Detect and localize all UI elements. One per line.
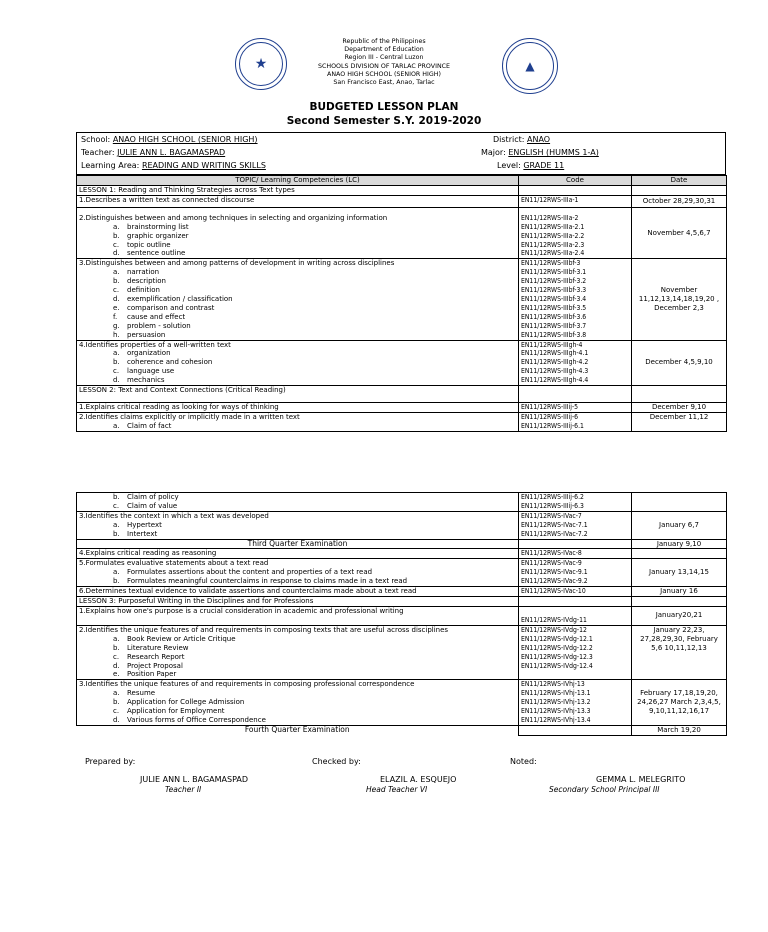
- code-cell: EN11/12RWS-IVac-10: [519, 587, 632, 597]
- noted-title: Secondary School Principal III: [549, 785, 660, 794]
- competency: b. Claim of policy c. Claim of value: [77, 493, 519, 512]
- sub-item: a. brainstorming list: [113, 222, 189, 231]
- sub-item: c. topic outline: [113, 240, 171, 249]
- code-cell: EN11/12RWS-IVdg-12 EN11/12RWS-IVdg-12.1 EN11/12RWS-IVdg-12.2 EN11/12RWS-IVdg-12.3 EN11/12RWS-IVdg-12.4: [519, 625, 632, 679]
- table-row: [77, 340, 727, 386]
- table-row: [77, 412, 727, 431]
- date-cell: February 17,18,19,20, 24,26,27 March 2,3,4,5, 9,10,11,12,16,17: [632, 680, 727, 726]
- code-cell: EN11/12RWS-IIIa-2 EN11/12RWS-IIIa-2.1 EN11/12RWS-IIIa-2.2 EN11/12RWS-IIIa-2.3 EN11/12RWS-IIIa-2.4: [519, 207, 632, 259]
- seal-center: ▲: [525, 59, 535, 73]
- competency: 1.Describes a written text as connected discourse: [77, 195, 519, 207]
- lesson-table-2: [76, 492, 727, 736]
- title: BUDGETED LESSON PLAN: [309, 101, 459, 113]
- code-cell: EN11/12RWS-IIIbf-3 EN11/12RWS-IIIbf-3.1 EN11/12RWS-IIIbf-3.2 EN11/12RWS-IIIbf-3.3 EN11/12RWS-IIIbf-3.4 EN11/12RWS-IIIbf-3.5 EN11/12RWS-IIIbf-3.6 EN11/12RWS-IIIbf-3.7 EN11/12RWS-IIIbf-3.8: [519, 259, 632, 340]
- code-cell: EN11/12RWS-IIIij-5: [519, 403, 632, 413]
- date-cell: January 16: [632, 587, 727, 597]
- document-title: [0, 100, 768, 128]
- table-row: [77, 606, 727, 625]
- competency: 5.Formulates evaluative statements about a text read a. Formulates assertions about the content and properties of a text read b. Formulates meaningful counterclaims in response to claims made in a text read: [77, 559, 519, 587]
- noted-name: GEMMA L. MELEGRITO: [596, 775, 686, 784]
- lesson-heading: LESSON 2: Text and Context Connections (Critical Reading): [77, 386, 519, 403]
- lesson-heading: LESSON 1: Reading and Thinking Strategies across Text types: [77, 185, 519, 195]
- date-cell: November 11,12,13,14,18,19,20 , December 2,3: [632, 259, 727, 340]
- lesson-table-1: [76, 175, 727, 432]
- table-row: [77, 403, 727, 413]
- letterhead: [0, 38, 768, 87]
- code-cell: EN11/12RWS-IVac-7 EN11/12RWS-IVac-7.1 EN11/12RWS-IVac-7.2: [519, 511, 632, 539]
- prepared-name: JULIE ANN L. BAGAMASPAD: [140, 775, 249, 784]
- table-row: [77, 511, 727, 539]
- teacher-row: Teacher: JULIE ANN L. BAGAMASPAD: [81, 148, 226, 157]
- table-row: [77, 596, 727, 606]
- table-row: [77, 195, 727, 207]
- competency: 1.Explains how one's purpose is a crucial consideration in academic and professional writing: [77, 606, 519, 625]
- letterhead-line: ANAO HIGH SCHOOL (SENIOR HIGH): [327, 70, 441, 78]
- table-row: [77, 539, 727, 549]
- letterhead-line: Republic of the Philippines: [342, 38, 426, 45]
- competency: 4.Explains critical reading as reasoning: [77, 549, 519, 559]
- sub-item: b. graphic organizer: [113, 231, 189, 240]
- sub-item: d. sentence outline: [113, 249, 186, 258]
- date-cell: March 19,20: [632, 725, 727, 735]
- table-row: [77, 549, 727, 559]
- info-box: [76, 132, 726, 175]
- letterhead-line: Region III - Central Luzon: [344, 54, 424, 62]
- code-cell: EN11/12RWS-IIIij-6 EN11/12RWS-IIIij-6.1: [519, 412, 632, 431]
- table-row: [77, 587, 727, 597]
- competency: [77, 207, 519, 259]
- checked-label: Checked by:: [312, 757, 361, 766]
- school-row: School: ANAO HIGH SCHOOL (SENIOR HIGH): [81, 135, 258, 144]
- subtitle: Second Semester S.Y. 2019-2020: [286, 115, 482, 127]
- table-row: [77, 185, 727, 195]
- letterhead-line: SCHOOLS DIVISION OF TARLAC PROVINCE: [317, 62, 451, 70]
- table-row: [77, 207, 727, 259]
- code-cell: EN11/12RWS-IVhj-13 EN11/12RWS-IVhj-13.1 EN11/12RWS-IVhj-13.2 EN11/12RWS-IVhj-13.3 EN11/12RWS-IVhj-13.4: [519, 680, 632, 726]
- code-cell: EN11/12RWS-IVac-9 EN11/12RWS-IVac-9.1 EN11/12RWS-IVac-9.2: [519, 559, 632, 587]
- seal-center: ★: [254, 56, 268, 72]
- col-topic: TOPIC/ Learning Competencies (LC): [77, 176, 519, 186]
- date-cell: January 22,23, 27,28,29,30, February 5,6 10,11,12,13: [632, 625, 727, 679]
- code-cell: EN11/12RWS-IIIij-6.2 EN11/12RWS-IIIij-6.3: [519, 493, 632, 512]
- date-cell: January 13,14,15: [632, 559, 727, 587]
- major-row: Major: ENGLISH (HUMMS 1-A): [481, 148, 599, 157]
- date-cell: October 28,29,30,31: [632, 195, 727, 207]
- letterhead-line: San Francisco East, Anao, Tarlac: [333, 79, 435, 87]
- table-row: [77, 725, 727, 735]
- date-cell: December 9,10: [632, 403, 727, 413]
- table-row: [77, 493, 727, 512]
- table-row: [77, 680, 727, 726]
- letterhead-line: Department of Education: [344, 46, 424, 54]
- date-cell: January20,21: [632, 606, 727, 625]
- date-cell: November 4,5,6,7: [632, 207, 727, 259]
- noted-label: Noted:: [510, 757, 537, 766]
- exam-row: Third Quarter Examination: [77, 539, 519, 549]
- col-code: Code: [519, 176, 632, 186]
- table-header: [77, 176, 727, 186]
- competency: 6.Determines textual evidence to validate assertions and counterclaims made about a text read: [77, 587, 519, 597]
- area-row: Learning Area: READING AND WRITING SKILLS: [81, 161, 266, 170]
- competency-text: 2.Distinguishes between and among techniques in selecting and organizing information: [79, 213, 388, 222]
- code-cell: EN11/12RWS-IVac-8: [519, 549, 632, 559]
- prepared-label: Prepared by:: [85, 757, 136, 766]
- table-row: [77, 625, 727, 679]
- checked-name: ELAZIL A. ESQUEJO: [380, 775, 457, 784]
- date-cell: December 4,5,9,10: [632, 340, 727, 386]
- lesson-heading: LESSON 3: Purposeful Writing in the Disciplines and for Professions: [77, 596, 519, 606]
- table-row: [77, 259, 727, 340]
- level-row: Level: GRADE 11: [497, 161, 565, 170]
- competency: 1.Explains critical reading as looking for ways of thinking: [77, 403, 519, 413]
- code-cell: EN11/12RWS-IIIgh-4 EN11/12RWS-IIIgh-4.1 EN11/12RWS-IIIgh-4.2 EN11/12RWS-IIIgh-4.3 EN11/12RWS-IIIgh-4.4: [519, 340, 632, 386]
- prepared-title: Teacher II: [165, 785, 202, 794]
- competency: 2.Identifies the unique features of and requirements in composing texts that are useful across disciplines a. Book Review or Article Critique b. Literature Review c. Research Report d. Project Proposal e. Position Paper: [77, 625, 519, 679]
- col-date: Date: [632, 176, 727, 186]
- code-cell: EN11/12RWS-IVdg-11: [519, 606, 632, 625]
- district-row: District: ANAO: [493, 135, 551, 144]
- checked-title: Head Teacher VI: [366, 785, 428, 794]
- competency: 3.Identifies the unique features of and requirements in composing professional correspondence a. Resume b. Application for College Admission c. Application for Employment d. Various forms of Office Correspondence: [77, 680, 519, 726]
- date-cell: December 11,12: [632, 412, 727, 431]
- competency: 2.Identifies claims explicitly or implicitly made in a written text a. Claim of fact: [77, 412, 519, 431]
- table-row: [77, 559, 727, 587]
- competency: 3.Identifies the context in which a text was developed a. Hypertext b. Intertext: [77, 511, 519, 539]
- date-cell: January 6,7: [632, 511, 727, 539]
- exam-row: Fourth Quarter Examination: [77, 725, 519, 735]
- table-row: [77, 386, 727, 403]
- date-cell: January 9,10: [632, 539, 727, 549]
- competency: 4.Identifies properties of a well-written text a. organization b. coherence and cohesion c. language use d. mechanics: [77, 340, 519, 386]
- code-cell: EN11/12RWS-IIIa-1: [519, 195, 632, 207]
- competency: 3.Distinguishes between and among patterns of development in writing across disciplines a. narration b. description c. definition d. exemplification / classification e. comparison and contrast f. cause and effect g. problem - solution h. persuasion: [77, 259, 519, 340]
